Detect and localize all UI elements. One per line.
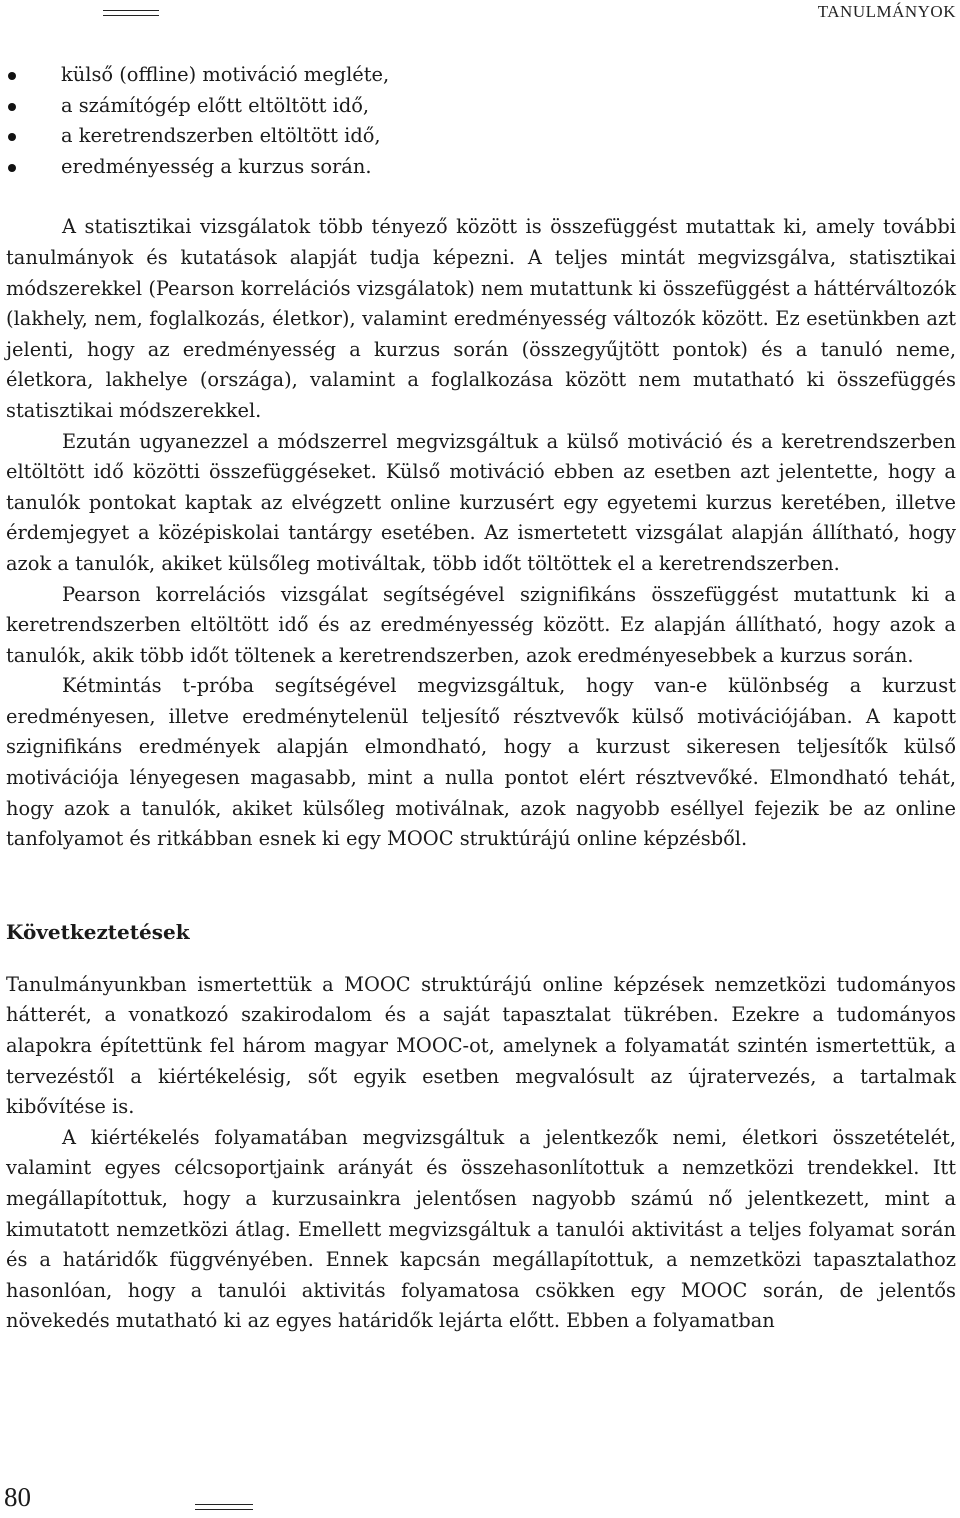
body-paragraph: Pearson korrelációs vizsgálat segítségével szignifikáns összefüggést mutattunk ki a keretrendszerben eltöltött idő és az eredményesség között. Ez alapján állítható, hogy azok a tanulók, akik több időt töltenek a keretrendszerben, azok eredményesebbek a kurzus során. <box>6 582 956 667</box>
running-header-title: TANULMÁNYOK <box>817 2 956 21</box>
page-number: 80 <box>4 1482 31 1512</box>
footer-rule <box>195 1504 253 1510</box>
section-paragraph: Tanulmányunkban ismertettük a MOOC struktúrájú online képzések nemzetközi tudományos hátterét, a vonatkozó szakirodalom és a saját tapasztalat tükrében. Ezekre a tudományos alapokra építettünk fel három magyar MOOC-ot, amelynek a folyamatát szintén ismertettük, a tervezéstől a kiértékelésig, sőt egyik esetben megvalósult az újratervezés, a tartalmak kibővítése is. <box>6 972 956 1119</box>
page-body <box>6 60 956 1337</box>
header-rule <box>103 10 159 16</box>
section-paragraph: A kiértékelés folyamatában megvizsgáltuk a jelentkezők nemi, életkori összetételét, valamint egyes célcsoportjaink arányát és összehasonlítottuk a nemzetközi trendekkel. Itt megállapítottuk, hogy a kurzusainkra jelentősen nagyobb számú nő jelentkezett, mint a kimutatott nemzetközi átlag. Emellett megvizsgáltuk a tanulói aktivitást a teljes folyamat során és a határidők függvényében. Ennek kapcsán megállapítottuk, a nemzetközi tapasztalathoz hasonlóan, hogy a tanulói aktivitás folyamatosa csökken egy MOOC során, de jelentős növekedés mutatható ki az egyes határidők lejárta előtt. Ebben a folyamatban <box>6 1125 956 1333</box>
spacer <box>6 182 956 212</box>
spacer <box>6 855 956 917</box>
body-paragraph: Ezután ugyanezzel a módszerrel megvizsgáltuk a külső motiváció és a keretrendszerben eltöltött idő közötti összefüggéseket. Külső motiváció ebben az esetben azt jelentette, hogy a tanulók pontokat kaptak az elvégzett online kurzusért egy egyetemi kurzus keretében, illetve érdemjegyet a középiskolai tantárgy esetében. Az ismertetett vizsgálat alapján állítható, hogy azok a tanulók, akiket külsőleg motiváltak, több időt töltöttek el a keretrendszerben. <box>6 429 956 575</box>
bullet-list <box>6 60 956 182</box>
list-item: a keretrendszerben eltöltött idő, <box>6 121 956 152</box>
list-item: eredményesség a kurzus során. <box>6 152 956 183</box>
body-paragraph: A statisztikai vizsgálatok több tényező között is összefüggést mutattak ki, amely további tanulmányok és kutatások alapját tudja képezni. A teljes mintát megvizsgálva, statisztikai módszerekkel (Pearson korrelációs vizsgálatok) nem mutattunk ki összefüggést a háttérváltozók (lakhely, nem, foglalkozás, életkor), valamint eredményesség változók között. Ez esetünkben azt jelenti, hogy az eredményesség a kurzus során (összegyűjtött pontok) és a tanuló neme, életkora, lakhelye (országa), valamint a foglalkozása között nem mutatható ki összefüggés statisztikai módszerekkel. <box>6 215 956 422</box>
section-heading: Következtetések <box>6 919 190 944</box>
spacer <box>6 947 956 970</box>
list-item: külső (offline) motiváció megléte, <box>6 60 956 91</box>
body-paragraph: Kétmintás t-próba segítségével megvizsgáltuk, hogy van-e különbség a kurzust eredményesen, illetve eredménytelenül teljesítő résztvevők külső motivációjában. A kapott szignifikáns eredmények alapján elmondható, hogy a kurzust sikeresen teljesítők külső motivációja lényegesen magasabb, mint a nulla pontot elért résztvevőké. Elmondható tehát, hogy azok a tanulók, akiket külsőleg motiválnak, azok nagyobb eséllyel fejezik be az online tanfolyamot és ritkábban esnek ki egy MOOC struktúrájú online képzésből. <box>6 674 956 851</box>
list-item: a számítógép előtt eltöltött idő, <box>6 91 956 122</box>
